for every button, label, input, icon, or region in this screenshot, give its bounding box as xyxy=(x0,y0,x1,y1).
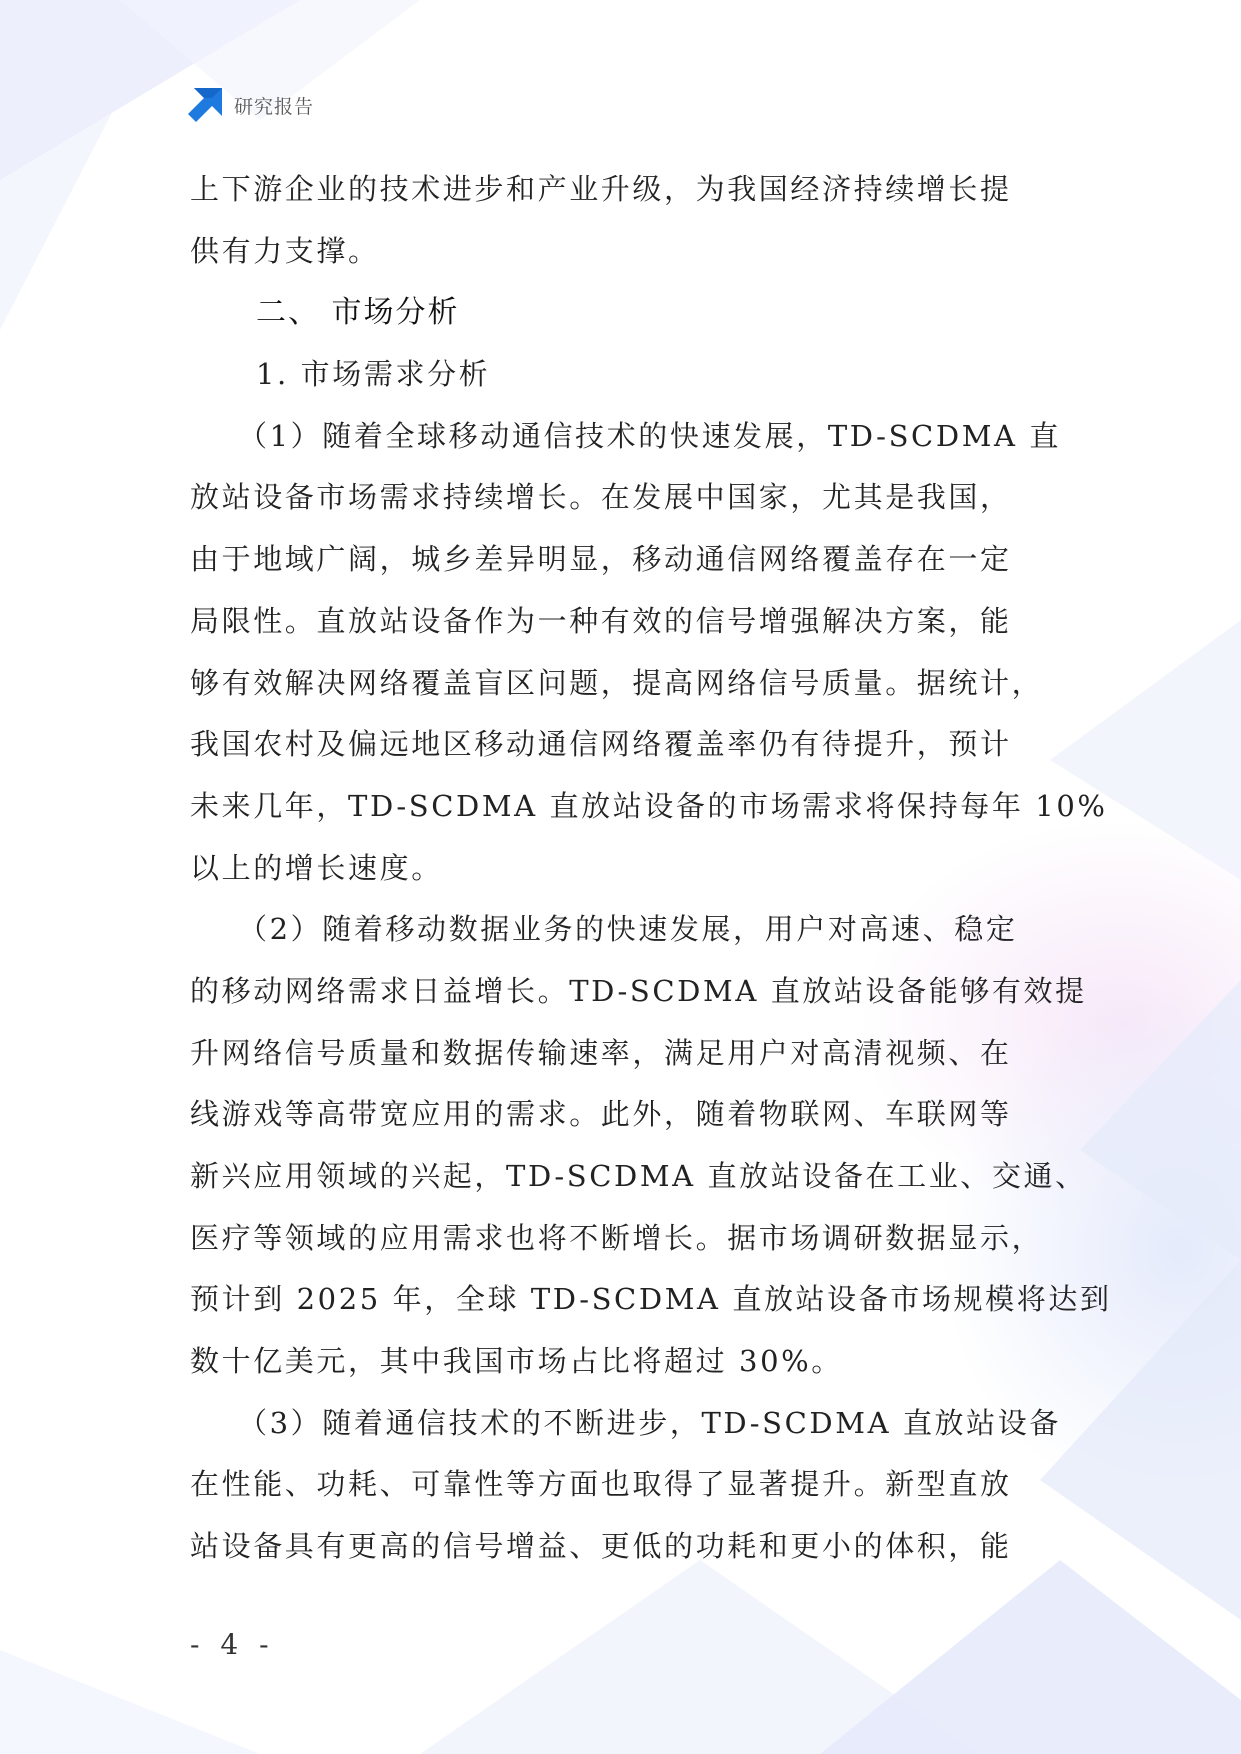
text-line: 局限性。直放站设备作为一种有效的信号增强解决方案，能 xyxy=(190,603,1012,638)
section-heading: 二、 市场分析 xyxy=(256,295,460,331)
text-line: 以上的增长速度。 xyxy=(190,850,443,885)
text-line: 数十亿美元，其中我国市场占比将超过 30%。 xyxy=(190,1344,843,1379)
text-line: 上下游企业的技术进步和产业升级，为我国经济持续增长提 xyxy=(190,172,1012,206)
text-line: 的移动网络需求日益增长。TD-SCDMA 直放站设备能够有效提 xyxy=(190,973,1087,1008)
text-line: 我国农村及偏远地区移动通信网络覆盖率仍有待提升，预计 xyxy=(190,727,1012,762)
text-line: 预计到 2025 年，全球 TD-SCDMA 直放站设备市场规模将达到 xyxy=(190,1282,1112,1317)
text-line: 由于地域广阔，城乡差异明显，移动通信网络覆盖存在一定 xyxy=(190,542,1012,577)
text-line: （1）随着全球移动通信技术的快速发展，TD-SCDMA 直 xyxy=(238,418,1061,453)
text-line: （3）随着通信技术的不断进步，TD-SCDMA 直放站设备 xyxy=(238,1405,1061,1440)
text-line: （2）随着移动数据业务的快速发展，用户对高速、稳定 xyxy=(238,912,1018,947)
text-line: 在性能、功耗、可靠性等方面也取得了显著提升。新型直放 xyxy=(190,1467,1012,1502)
header-title: 研究报告 xyxy=(234,95,315,118)
page-number: - 4 - xyxy=(190,1628,275,1661)
subsection-heading: 1. 市场需求分析 xyxy=(256,357,491,392)
text-line: 未来几年，TD-SCDMA 直放站设备的市场需求将保持每年 10% xyxy=(190,788,1108,823)
text-line: 供有力支撑。 xyxy=(190,233,380,268)
text-line: 够有效解决网络覆盖盲区问题，提高网络信号质量。据统计， xyxy=(190,665,1044,700)
text-line: 线游戏等高带宽应用的需求。此外，随着物联网、车联网等 xyxy=(190,1097,1012,1132)
text-line: 新兴应用领域的兴起，TD-SCDMA 直放站设备在工业、交通、 xyxy=(190,1159,1087,1193)
report-header xyxy=(188,88,314,122)
text-line: 医疗等领域的应用需求也将不断增长。据市场调研数据显示， xyxy=(190,1220,1044,1255)
text-line: 升网络信号质量和数据传输速率，满足用户对高清视频、在 xyxy=(190,1035,1012,1070)
arrow-up-right-icon xyxy=(188,88,222,122)
body-text xyxy=(190,159,1112,1578)
text-line: 站设备具有更高的信号增益、更低的功耗和更小的体积，能 xyxy=(190,1529,1012,1564)
text-line: 放站设备市场需求持续增长。在发展中国家，尤其是我国， xyxy=(190,480,1012,515)
